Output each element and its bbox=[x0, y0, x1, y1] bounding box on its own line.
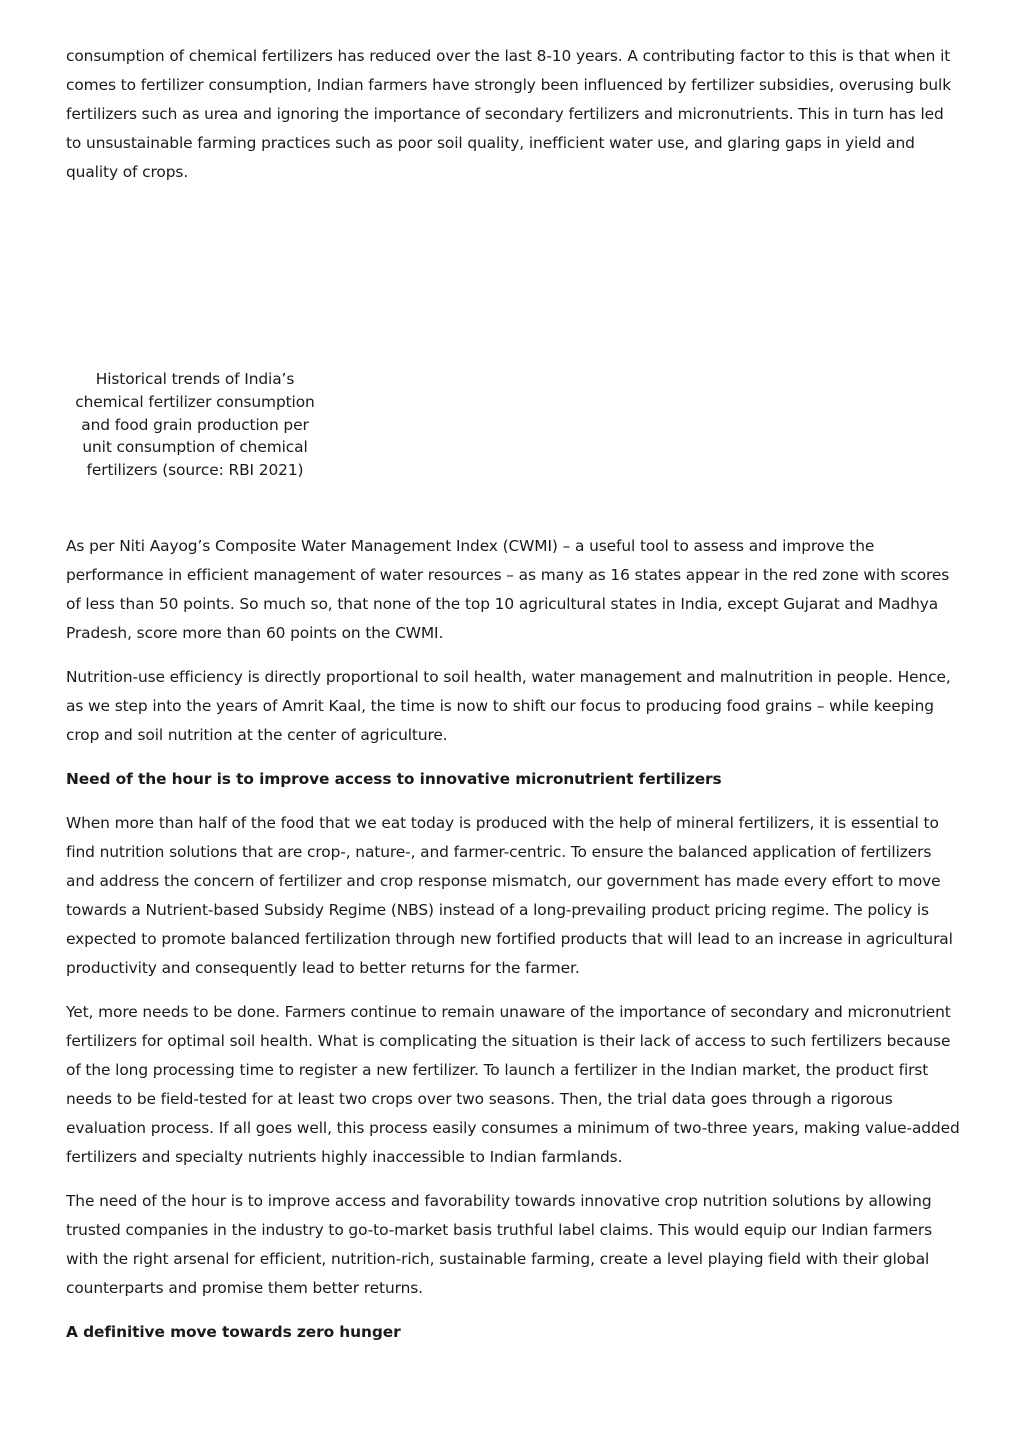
need-of-the-hour-paragraph: The need of the hour is to improve access and favorability towards innovative crop nutrition solutions by allowing trusted companies in the industry to go-to-market basis truthful label claims. This would equip our Indian farmers with the right arsenal for efficient, nutrition-rich, sustainable farming, create a level playing field with their global counterparts and promise them better returns. bbox=[66, 1192, 933, 1297]
article-body bbox=[66, 42, 961, 1362]
figure-caption: Historical trends of India’s chemical fertilizer consumption and food grain production per unit consumption of chemical fertilizers (source: RBI 2021) bbox=[75, 370, 315, 480]
nutrition-efficiency-paragraph: Nutrition-use efficiency is directly proportional to soil health, water management and malnutrition in people. Hence, as we step into the years of Amrit Kaal, the time is now to shift our focus to producing food grains – while keeping crop and soil nutrition at the center of agriculture. bbox=[66, 668, 951, 744]
chart-figure bbox=[66, 202, 961, 517]
mineral-fertilizers-paragraph: When more than half of the food that we eat today is produced with the help of mineral fertilizers, it is essential to find nutrition solutions that are crop-, nature-, and farmer-centric. To ensure the balanced application of fertilizers and address the concern of fertilizer and crop response mismatch, our government has made every effort to move towards a Nutrient-based Subsidy Regime (NBS) instead of a long-prevailing product pricing regime. The policy is expected to promote balanced fertilization through new fortified products that will lead to an increase in agricultural productivity and consequently lead to better returns for the farmer. bbox=[66, 814, 953, 977]
cwmi-paragraph: As per Niti Aayog’s Composite Water Management Index (CWMI) – a useful tool to assess and improve the performance in efficient management of water resources – as many as 16 states appear in the red zone with scores of less than 50 points. So much so, that none of the top 10 agricultural states in India, except Gujarat and Madhya Pradesh, score more than 60 points on the CWMI. bbox=[66, 537, 950, 642]
figure-image-placeholder bbox=[66, 202, 326, 362]
intro-paragraph: consumption of chemical fertilizers has reduced over the last 8-10 years. A contributing factor to this is that when it comes to fertilizer consumption, Indian farmers have strongly been influenced by fertilizer subsidies, overusing bulk fertilizers such as urea and ignoring the importance of secondary fertilizers and micronutrients. This in turn has led to unsustainable farming practices such as poor soil quality, inefficient water use, and glaring gaps in yield and quality of crops. bbox=[66, 47, 952, 181]
more-needs-to-be-done-paragraph: Yet, more needs to be done. Farmers continue to remain unaware of the importance of secondary and micronutrient fertilizers for optimal soil health. What is complicating the situation is their lack of access to such fertilizers because of the long processing time to register a new fertilizer. To launch a fertilizer in the Indian market, the product first needs to be field-tested for at least two crops over two seasons. Then, the trial data goes through a rigorous evaluation process. If all goes well, this process easily consumes a minimum of two-three years, making value-added fertilizers and specialty nutrients highly inaccessible to Indian farmlands. bbox=[66, 1003, 960, 1166]
section-heading-micronutrient-access: Need of the hour is to improve access to innovative micronutrient fertilizers bbox=[66, 770, 722, 788]
section-heading-zero-hunger: A definitive move towards zero hunger bbox=[66, 1323, 401, 1341]
